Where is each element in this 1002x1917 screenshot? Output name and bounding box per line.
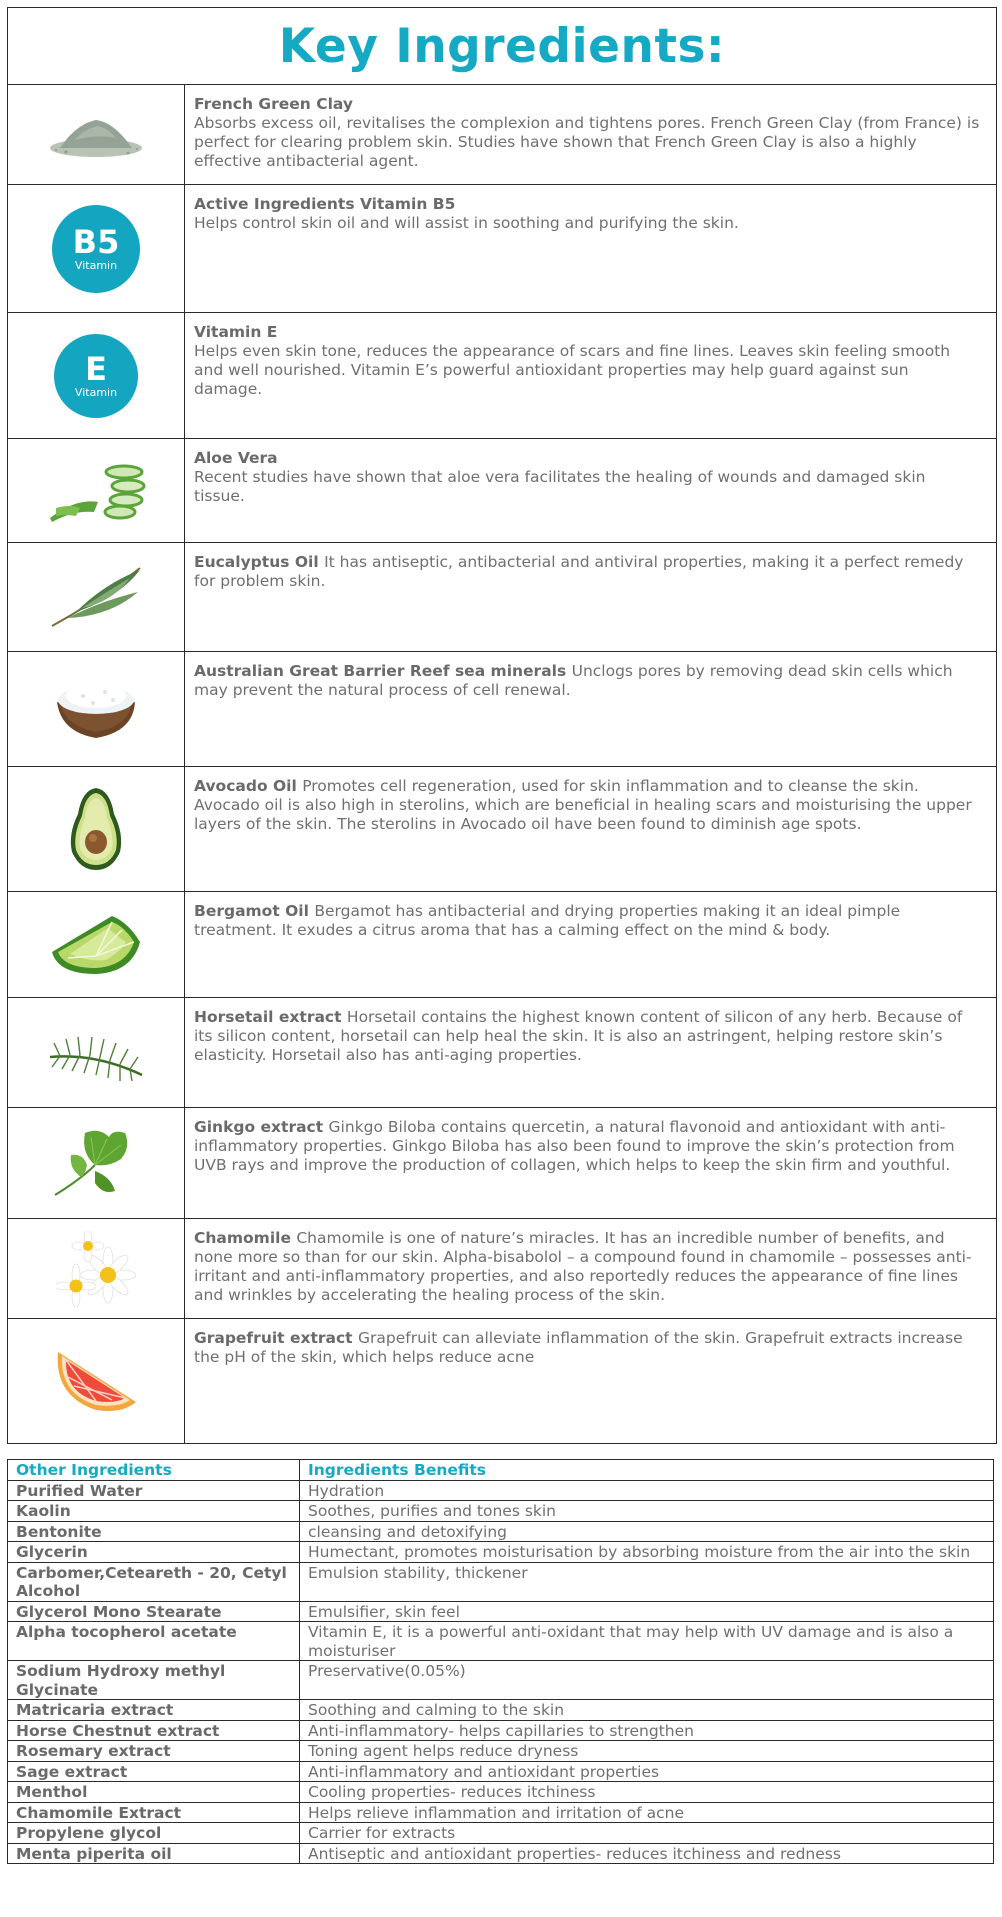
ingredient-description: It has antiseptic, antibacterial and antiviral properties, making it a perfect remedy for problem skin. [194,553,964,590]
ingredient-cell: Alpha tocopherol acetate [8,1622,300,1661]
ingredient-cell: Rosemary extract [8,1741,300,1762]
vitamin-badge-sublabel: Vitamin [74,259,118,272]
chamomile-flower-icon [56,1231,136,1307]
table-row [8,1761,994,1782]
ingredient-cell: Menthol [8,1782,300,1803]
aloe-vera-icon [46,458,146,524]
benefit-cell: Vitamin E, it is a powerful anti-oxidant that may help with UV damage and is also a moisturiser [300,1622,994,1661]
eucalyptus-leaves-icon [46,562,146,632]
benefit-cell: Humectant, promotes moisturisation by absorbing moisture from the air into the skin [300,1542,994,1563]
sea-salt-bowl-icon [53,676,139,742]
vitamin-e-icon [54,334,138,418]
ingredient-description: Chamomile is one of nature’s miracles. It has an incredible number of benefits, and none more so than for our skin. Alpha-bisabolol – a compound found in chamomile – possesses anti-irritant and anti-inflammatory properties, and also reportedly reduces the appearance of fine lines and wrinkles by accelerating the healing process of the skin. [194,1229,972,1304]
ingredient-image-cell [8,1108,185,1218]
ingredient-image-cell [8,1319,185,1443]
ingredient-name: Aloe Vera [194,449,278,467]
bergamot-icon [48,912,144,978]
ingredient-image-cell [8,439,185,542]
table-row [8,1720,994,1741]
column-header: Other Ingredients [8,1460,300,1481]
ingredient-name: Ginkgo extract [194,1118,329,1136]
ingredient-cell: Glycerol Mono Stearate [8,1601,300,1622]
ingredient-row [8,543,996,652]
benefit-cell: cleansing and detoxifying [300,1521,994,1542]
ingredient-cell: Glycerin [8,1542,300,1563]
ingredient-description: Promotes cell regeneration, used for skin inflammation and to cleanse the skin. Avocado oil is also high in sterolins, which are beneficial in healing scars and moisturising the upper layers of the skin. The sterolins in Avocado oil have been found to diminish age spots. [194,777,972,833]
title-row [8,8,996,85]
ingredient-image-cell [8,543,185,651]
table-row [8,1782,994,1803]
table-row [8,1480,994,1501]
ingredient-name: Active Ingredients Vitamin B5 [194,195,456,213]
ingredient-name: Chamomile [194,1229,297,1247]
benefit-cell: Anti-inflammatory and antioxidant properties [300,1761,994,1782]
ingredient-row [8,998,996,1108]
ingredient-name: Grapefruit extract [194,1329,358,1347]
ingredient-row [8,185,996,313]
table-row [8,1601,994,1622]
ingredient-image-cell [8,185,185,312]
benefit-cell: Helps relieve inflammation and irritation of acne [300,1802,994,1823]
ingredient-cell: Purified Water [8,1480,300,1501]
ingredient-name: Vitamin E [194,323,278,341]
benefit-cell: Cooling properties- reduces itchiness [300,1782,994,1803]
ginkgo-leaf-icon [51,1125,141,1201]
page-title: Key Ingredients: [278,18,726,74]
ingredient-row [8,439,996,543]
ingredient-cell: Propylene glycol [8,1823,300,1844]
benefit-cell: Soothing and calming to the skin [300,1700,994,1721]
ingredient-row [8,652,996,767]
ingredient-cell: Kaolin [8,1501,300,1522]
ingredient-cell: Chamomile Extract [8,1802,300,1823]
ingredient-cell: Horse Chestnut extract [8,1720,300,1741]
ingredient-cell: Menta piperita oil [8,1843,300,1864]
ingredient-name: Eucalyptus Oil [194,553,325,571]
table-row [8,1521,994,1542]
ingredient-cell: Matricaria extract [8,1700,300,1721]
ingredient-description: Absorbs excess oil, revitalises the complexion and tightens pores. French Green Clay (from France) is perfect for clearing problem skin. Studies have shown that French Green Clay is also a highly effective antibacterial agent. [194,114,980,170]
benefit-cell: Antiseptic and antioxidant properties- reduces itchiness and redness [300,1843,994,1864]
ingredient-name: Bergamot Oil [194,902,315,920]
ingredient-row [8,85,996,185]
benefit-cell: Toning agent helps reduce dryness [300,1741,994,1762]
key-ingredients-table [7,7,997,1444]
ingredient-image-cell [8,998,185,1107]
ingredient-cell: Sodium Hydroxy methyl Glycinate [8,1661,300,1700]
ingredient-name: Avocado Oil [194,777,303,795]
vitamin-b5-icon [52,205,140,293]
table-row [8,1622,994,1661]
grapefruit-slice-icon [52,1346,140,1416]
ingredient-name: Australian Great Barrier Reef sea minerals [194,662,572,680]
ingredient-description: Bergamot has antibacterial and drying properties making it an ideal pimple treatment. It exudes a citrus aroma that has a calming effect on the mind & body. [194,902,901,939]
ingredient-row [8,1219,996,1319]
horsetail-icon [46,1023,146,1083]
table-header-row [8,1460,994,1481]
benefit-cell: Soothes, purifies and tones skin [300,1501,994,1522]
other-ingredients-table [7,1459,994,1864]
ingredient-description: Recent studies have shown that aloe vera facilitates the healing of wounds and damaged skin tissue. [194,468,926,505]
table-row [8,1823,994,1844]
benefit-cell: Anti-inflammatory- helps capillaries to strengthen [300,1720,994,1741]
table-row [8,1562,994,1601]
ingredient-row [8,1108,996,1219]
ingredient-description: Helps even skin tone, reduces the appearance of scars and fine lines. Leaves skin feeling smooth and well nourished. Vitamin E’s powerful antioxidant properties may help guard against sun damage. [194,342,951,398]
ingredient-cell: Sage extract [8,1761,300,1782]
vitamin-badge-label: B5 [72,223,120,261]
benefit-cell: Preservative(0.05%) [300,1661,994,1700]
column-header: Ingredients Benefits [300,1460,994,1481]
ingredient-description: Unclogs pores by removing dead skin cells which may prevent the natural process of cell renewal. [194,662,953,699]
ingredient-image-cell [8,767,185,891]
ingredient-image-cell [8,85,185,184]
ingredient-image-cell [8,313,185,438]
ingredient-row [8,313,996,439]
ingredient-row [8,1319,996,1443]
table-row [8,1661,994,1700]
table-row [8,1700,994,1721]
table-row [8,1501,994,1522]
vitamin-badge-label: E [85,350,107,388]
vitamin-badge-sublabel: Vitamin [74,386,118,399]
benefit-cell: Hydration [300,1480,994,1501]
ingredient-row [8,767,996,892]
ingredient-image-cell [8,652,185,766]
benefit-cell: Emulsion stability, thickener [300,1562,994,1601]
ingredient-description: Grapefruit can alleviate inflammation of the skin. Grapefruit extracts increase the pH of the skin, which helps reduce acne [194,1329,963,1366]
table-row [8,1843,994,1864]
ingredient-name: Horsetail extract [194,1008,347,1026]
ingredient-cell: Carbomer,Ceteareth - 20, Cetyl Alcohol [8,1562,300,1601]
table-row [8,1741,994,1762]
ingredient-description: Helps control skin oil and will assist in soothing and purifying the skin. [194,214,739,232]
benefit-cell: Emulsifier, skin feel [300,1601,994,1622]
ingredient-cell: Bentonite [8,1521,300,1542]
ingredient-row [8,892,996,998]
ingredient-image-cell [8,1219,185,1318]
ingredient-description: Horsetail contains the highest known content of silicon of any herb. Because of its silicon content, horsetail can help heal the skin. It is also an astringent, helping restore skin’s elasticity. Horsetail also has anti-aging properties. [194,1008,963,1064]
ingredient-name: French Green Clay [194,95,354,113]
avocado-icon [66,786,126,872]
benefit-cell: Carrier for extracts [300,1823,994,1844]
ingredient-description: Ginkgo Biloba contains quercetin, a natural flavonoid and antioxidant with anti-inflammatory properties. Ginkgo Biloba has also been found to improve the skin’s protection from UVB rays and improve the production of collagen, which helps to keep the skin firm and youthful. [194,1118,955,1174]
ingredient-image-cell [8,892,185,997]
clay-powder-icon [46,110,146,160]
table-row [8,1542,994,1563]
table-row [8,1802,994,1823]
